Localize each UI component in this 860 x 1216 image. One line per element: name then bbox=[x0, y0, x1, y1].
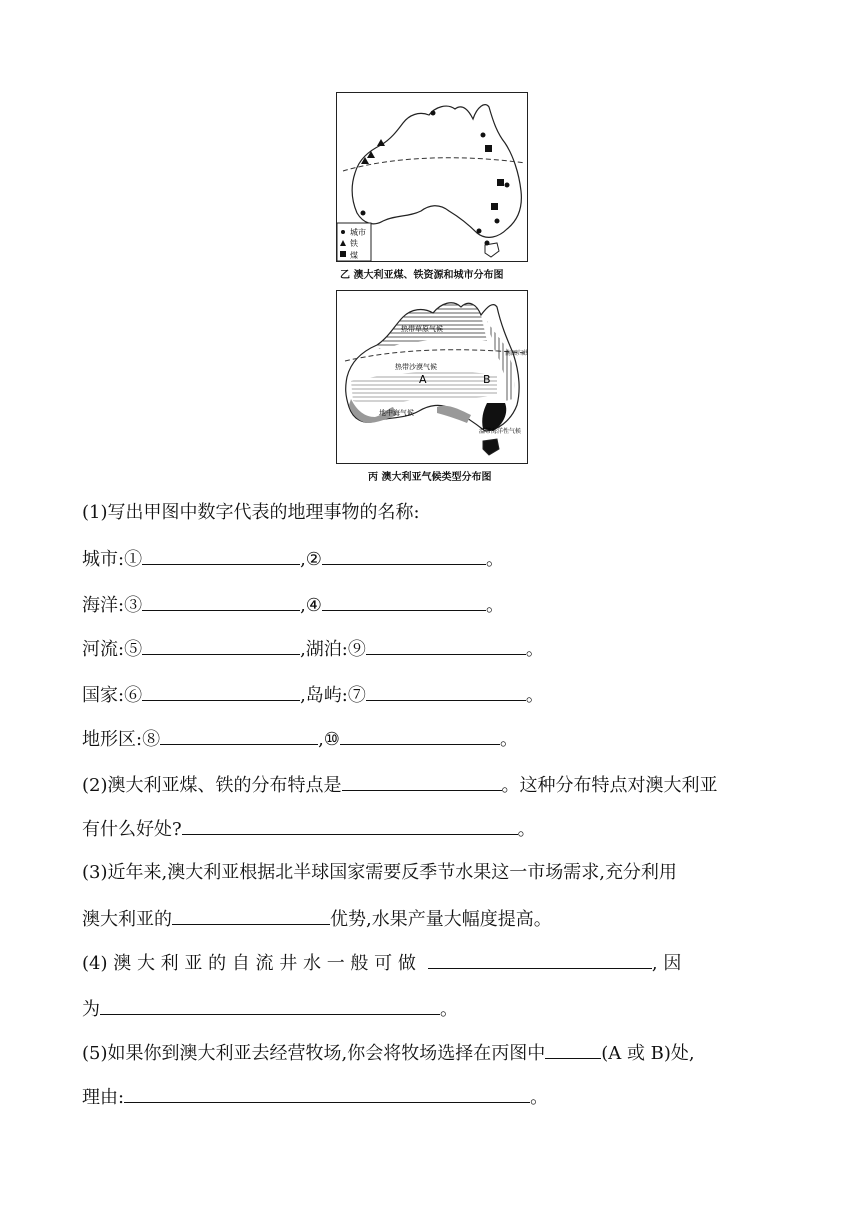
legend-box bbox=[337, 223, 371, 261]
answer-blank[interactable] bbox=[342, 772, 502, 791]
coal-square-icon bbox=[497, 179, 504, 186]
label-temperate-maritime: 温带海洋性气候 bbox=[479, 428, 522, 435]
city-dot-icon bbox=[431, 111, 436, 116]
row-sep: ,② bbox=[300, 549, 322, 570]
label-mediterranean: 地中海气候 bbox=[379, 409, 414, 417]
answer-blank[interactable] bbox=[366, 636, 526, 655]
coal-square-icon bbox=[491, 203, 498, 210]
row-end: 。 bbox=[525, 639, 544, 660]
row-end: 。 bbox=[499, 729, 518, 750]
q2-text: (2)澳大利亚煤、铁的分布特点是 bbox=[82, 775, 342, 796]
label-tropical-desert: 热带沙漠气候 bbox=[395, 363, 437, 371]
q5-line2 bbox=[82, 1084, 548, 1111]
answer-blank[interactable] bbox=[124, 1084, 530, 1103]
q4-end: 。 bbox=[440, 999, 458, 1020]
answer-blank[interactable] bbox=[172, 906, 330, 925]
figure-bing-caption: 丙 澳大利亚气候类型分布图 bbox=[368, 472, 492, 483]
q1-row-landforms bbox=[82, 726, 518, 753]
row-label: 海洋:③ bbox=[82, 595, 143, 616]
q4-text: 为 bbox=[82, 999, 100, 1020]
row-sep: ,④ bbox=[300, 595, 322, 616]
q3-text: 澳大利亚的 bbox=[82, 909, 172, 930]
q3-line2 bbox=[82, 906, 552, 933]
q1-row-cities bbox=[82, 546, 504, 573]
q4-line2 bbox=[82, 996, 458, 1023]
answer-blank[interactable] bbox=[142, 636, 300, 655]
q4-line1 bbox=[82, 950, 681, 977]
q2-text: 。这种分布特点对澳大利亚 bbox=[501, 775, 718, 796]
q5-end: 。 bbox=[530, 1087, 549, 1108]
figure-yi-caption: 乙 澳大利亚煤、铁资源和城市分布图 bbox=[340, 270, 504, 281]
q2-text: 有什么好处? bbox=[82, 819, 182, 840]
tasmania-outline bbox=[483, 439, 499, 455]
q4-text: (4) 澳 大 利 亚 的 自 流 井 水 一 般 可 做 bbox=[82, 953, 416, 974]
city-dot-icon bbox=[495, 219, 500, 224]
answer-blank[interactable] bbox=[142, 682, 300, 701]
city-dot-icon bbox=[481, 133, 486, 138]
row-label: 国家:⑥ bbox=[82, 685, 143, 706]
q1-prompt: (1)写出甲图中数字代表的地理事物的名称: bbox=[82, 502, 420, 523]
legend-iron-label: 铁 bbox=[350, 239, 358, 248]
q2-end: 。 bbox=[517, 819, 536, 840]
city-dot-icon bbox=[341, 230, 345, 234]
q4-text: , 因 bbox=[651, 953, 682, 974]
answer-blank[interactable] bbox=[322, 592, 486, 611]
row-sep: ,岛屿:⑦ bbox=[300, 685, 366, 706]
answer-blank[interactable] bbox=[545, 1040, 601, 1059]
answer-blank[interactable] bbox=[100, 996, 440, 1015]
q2-line2 bbox=[82, 816, 536, 843]
answer-blank[interactable] bbox=[340, 726, 500, 745]
label-tropical-grassland: 热带草原气候 bbox=[401, 325, 443, 333]
legend-city-label: 城市 bbox=[350, 228, 366, 237]
q5-text: (A 或 B)处, bbox=[601, 1043, 695, 1064]
answer-blank[interactable] bbox=[182, 816, 518, 835]
answer-blank[interactable] bbox=[322, 546, 486, 565]
row-end: 。 bbox=[485, 595, 504, 616]
row-end: 。 bbox=[485, 549, 504, 570]
city-dot-icon bbox=[505, 183, 510, 188]
legend-coal-label: 煤 bbox=[350, 251, 358, 260]
row-end: 。 bbox=[525, 685, 544, 706]
city-dot-icon bbox=[477, 229, 482, 234]
answer-blank[interactable] bbox=[160, 726, 318, 745]
answer-blank[interactable] bbox=[428, 950, 652, 969]
q5-line1 bbox=[82, 1040, 695, 1067]
q2-line1 bbox=[82, 772, 718, 799]
city-dot-icon bbox=[485, 241, 490, 246]
q1-row-oceans bbox=[82, 592, 504, 619]
q3-line1: (3)近年来,澳大利亚根据北半球国家需要反季节水果这一市场需求,充分利用 bbox=[82, 862, 677, 883]
q1-row-countries bbox=[82, 682, 544, 709]
map-climate-types bbox=[336, 290, 528, 464]
temperate-maritime-zone bbox=[482, 403, 506, 431]
australia-outline bbox=[352, 105, 521, 238]
answer-blank[interactable] bbox=[366, 682, 526, 701]
coal-square-icon bbox=[340, 251, 346, 257]
label-a: A bbox=[419, 373, 427, 386]
label-tropic-line: 南回归线 bbox=[505, 350, 527, 357]
australia-climate-map bbox=[337, 291, 527, 463]
answer-blank[interactable] bbox=[142, 592, 300, 611]
row-label: 地形区:⑧ bbox=[82, 729, 161, 750]
q5-text: (5)如果你到澳大利亚去经营牧场,你会将牧场选择在丙图中 bbox=[82, 1043, 546, 1064]
row-sep: ,湖泊:⑨ bbox=[300, 639, 366, 660]
coal-square-icon bbox=[485, 145, 492, 152]
city-dot-icon bbox=[361, 211, 366, 216]
row-label: 河流:⑤ bbox=[82, 639, 143, 660]
q3-text: 优势,水果产量大幅度提高。 bbox=[330, 909, 552, 930]
row-label: 城市:① bbox=[82, 549, 143, 570]
answer-blank[interactable] bbox=[142, 546, 300, 565]
australia-resources-map bbox=[337, 93, 527, 261]
label-b: B bbox=[483, 373, 491, 386]
row-sep: ,⑩ bbox=[318, 729, 340, 750]
map-coal-iron-cities bbox=[336, 92, 528, 262]
q5-text: 理由: bbox=[82, 1087, 125, 1108]
q1-row-rivers bbox=[82, 636, 544, 663]
